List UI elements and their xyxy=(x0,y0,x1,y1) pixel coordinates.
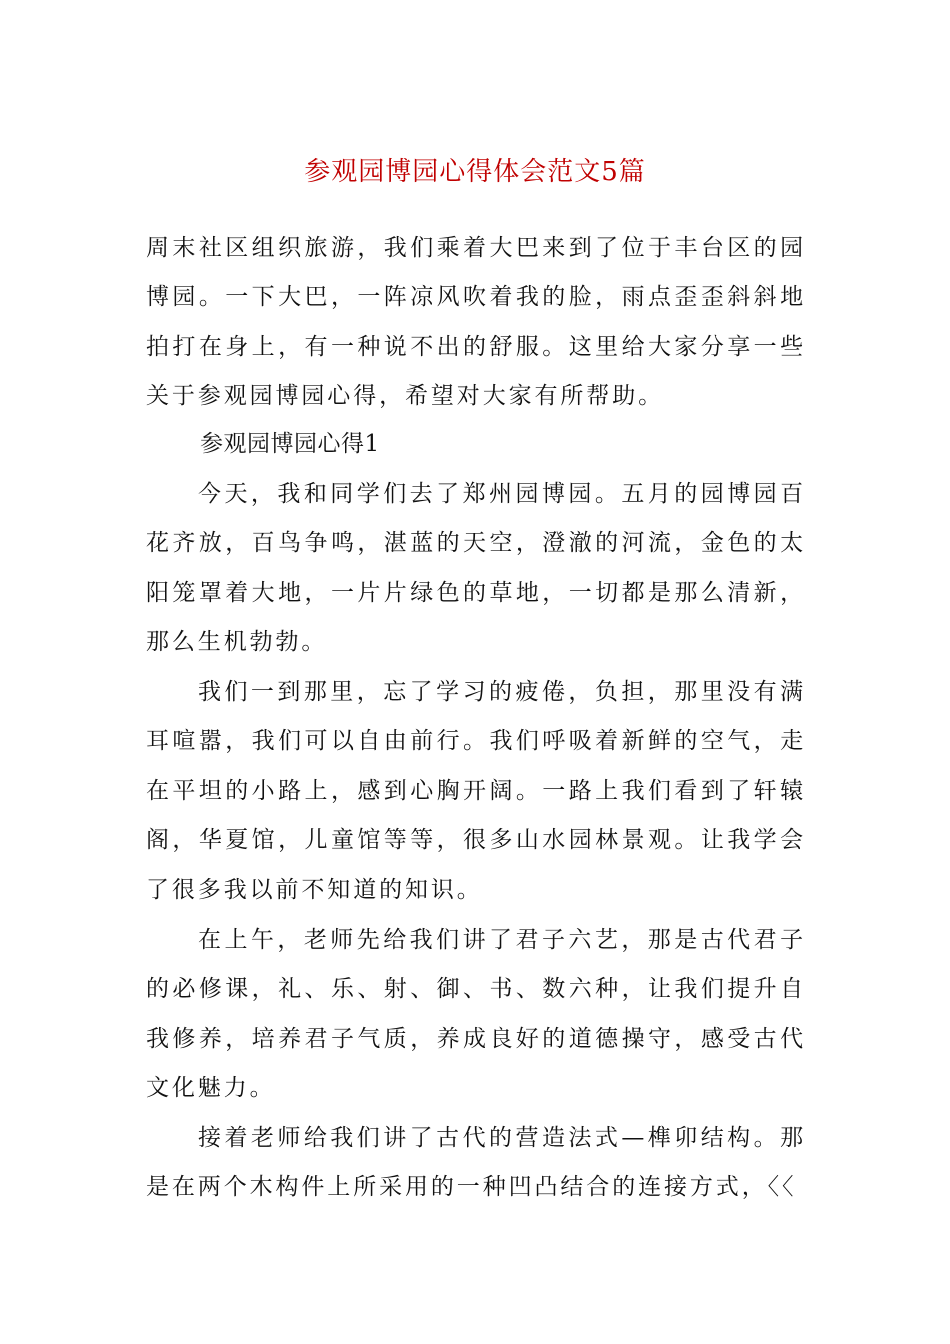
body-paragraph-4: 接着老师给我们讲了古代的营造法式—榫卯结构。那是在两个木构件上所采用的一种凹凸结合的连接方式，〈〈 xyxy=(146,1125,806,1201)
body-paragraph-3: 在上午，老师先给我们讲了君子六艺，那是古代君子的必修课，礼、乐、射、御、书、数六种，让我们提升自我修养，培养君子气质，养成良好的道德操守，感受古代文化魅力。 xyxy=(146,927,806,1102)
body-paragraph-2: 我们一到那里，忘了学习的疲倦，负担，那里没有满耳喧嚣，我们可以自由前行。我们呼吸着新鲜的空气，走在平坦的小路上，感到心胸开阔。一路上我们看到了轩辕阁，华夏馆，儿童馆等等，很多山水园林景观。让我学会了很多我以前不知道的知识。 xyxy=(146,679,806,903)
section-heading: 参观园博园心得1 xyxy=(200,431,380,457)
body-paragraph-1: 今天，我和同学们去了郑州园博园。五月的园博园百花齐放，百鸟争鸣，湛蓝的天空，澄澈的河流，金色的太阳笼罩着大地，一片片绿色的草地，一切都是那么清新，那么生机勃勃。 xyxy=(146,481,806,656)
document-title: 参观园博园心得体会范文5篇 xyxy=(304,157,646,187)
intro-paragraph: 周末社区组织旅游，我们乘着大巴来到了位于丰台区的园博园。一下大巴，一阵凉风吹着我的脸，雨点歪歪斜斜地拍打在身上，有一种说不出的舒服。这里给大家分享一些关于参观园博园心得，希望对大家有所帮助。 xyxy=(146,235,806,410)
